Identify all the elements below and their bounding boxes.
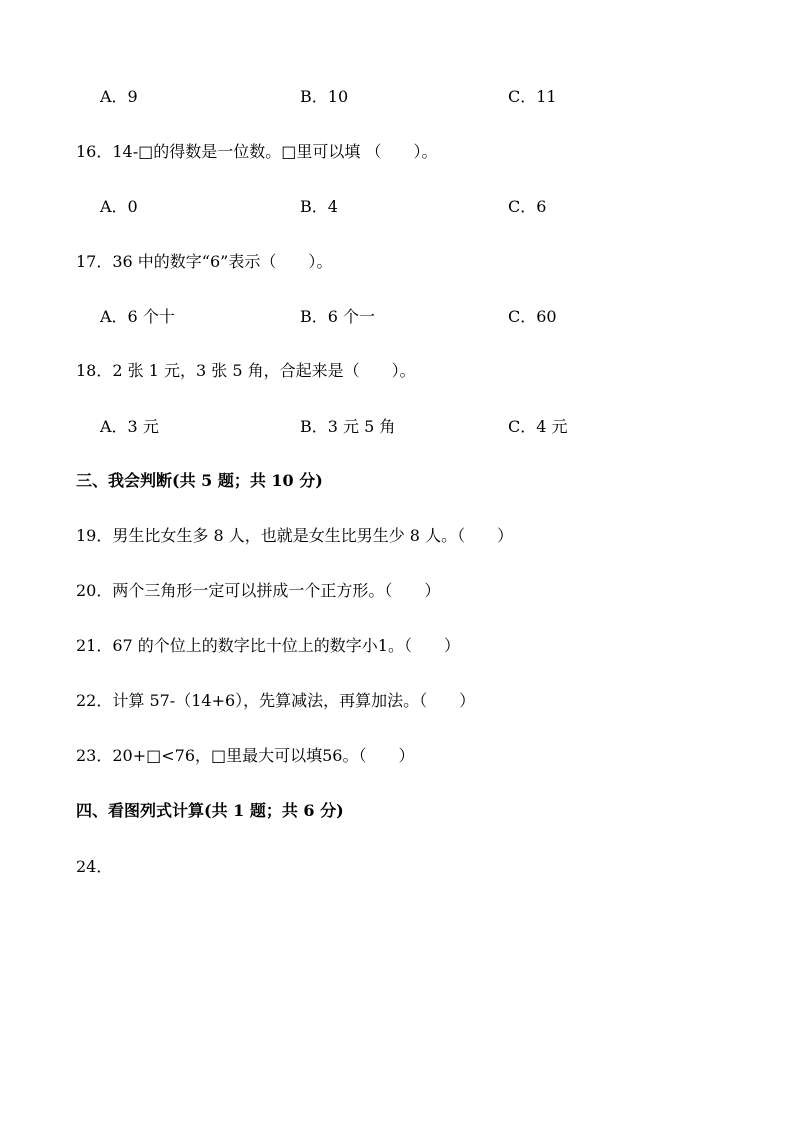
question-24: 24．: [76, 857, 113, 876]
q16-option-c: C．6: [508, 197, 547, 216]
section-3-heading: 三、我会判断(共 5 题；共 10 分): [76, 471, 323, 490]
q16-option-b: B．4: [300, 197, 338, 216]
q17-option-a: A．6 个十: [100, 307, 175, 326]
question-18: 18．2 张 1 元，3 张 5 角，合起来是（ ）。: [76, 361, 416, 380]
q18-option-c: C．4 元: [508, 417, 568, 436]
section-4-heading: 四、看图列式计算(共 1 题；共 6 分): [76, 801, 344, 820]
q17-option-c: C．60: [508, 307, 557, 326]
question-16: 16．14-□的得数是一位数。□里可以填 （ ）。: [76, 142, 438, 161]
question-20: 20．两个三角形一定可以拼成一个正方形。（ ）: [76, 581, 441, 600]
q15-option-b: B．10: [300, 87, 349, 106]
q15-option-a: A．9: [100, 87, 138, 106]
q18-option-a: A．3 元: [100, 417, 159, 436]
q17-option-b: B．6 个一: [300, 307, 376, 326]
question-19: 19．男生比女生多 8 人，也就是女生比男生少 8 人。（ ）: [76, 526, 514, 545]
q15-option-c: C．11: [508, 87, 557, 106]
q18-option-b: B．3 元 5 角: [300, 417, 396, 436]
question-23: 23．20+□<76，□里最大可以填56。（ ）: [76, 746, 415, 765]
question-17: 17．36 中的数字“6”表示（ ）。: [76, 252, 333, 271]
question-22: 22．计算 57-（14+6），先算减法，再算加法。（ ）: [76, 691, 476, 710]
q16-option-a: A．0: [100, 197, 138, 216]
question-21: 21．67 的个位上的数字比十位上的数字小1。（ ）: [76, 636, 460, 655]
